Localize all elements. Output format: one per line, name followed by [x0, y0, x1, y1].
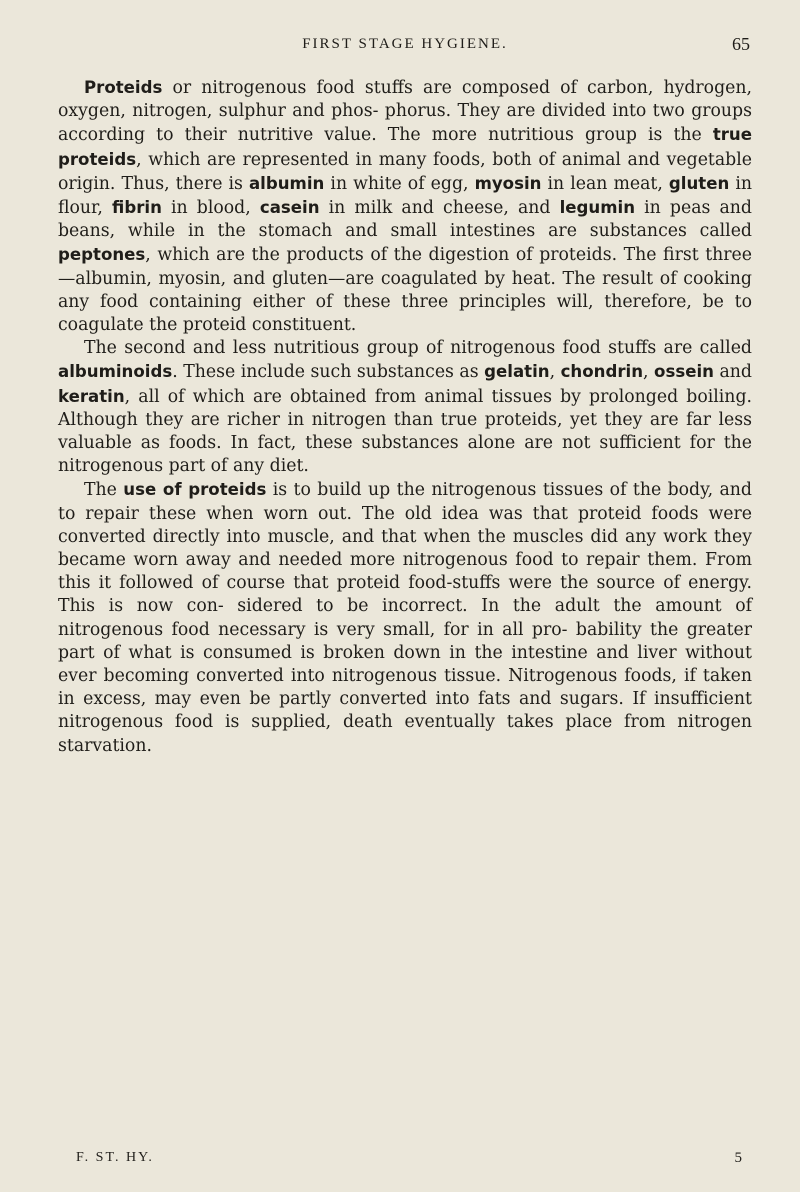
- text-run: in peas and beans, while in the stomach and small intestines are substances called: [58, 198, 752, 242]
- text-run: in flour,: [58, 173, 753, 219]
- bold-term: peptones: [58, 245, 146, 265]
- bold-term: true proteids: [58, 125, 752, 169]
- text-run: The: [84, 480, 124, 501]
- text-run: ,: [643, 362, 655, 383]
- bold-term: legumin: [559, 198, 636, 218]
- bold-term: chondrin: [560, 362, 644, 382]
- bold-term: casein: [259, 198, 320, 218]
- bold-term: gluten: [668, 173, 730, 193]
- bold-term: Proteids: [84, 78, 163, 97]
- signature-number: 5: [734, 1150, 742, 1166]
- text-run: ,: [549, 362, 561, 383]
- text-run: in lean meat,: [541, 173, 669, 194]
- text-run: , which are the products of the digestion of proteids. The first three—albumin, myosin, and gluten—are coagulated by heat. The result of cooking any food containing either of these three principles will, therefore, be to coagulate the proteid constituent.: [58, 245, 752, 336]
- bold-term: gelatin: [484, 362, 550, 382]
- text-run: and: [713, 362, 752, 383]
- text-run: . These include such substances as: [172, 362, 485, 383]
- paragraph-proteids: [58, 76, 752, 337]
- printer-signature: F. ST. HY.: [76, 1150, 154, 1165]
- running-title: FIRST STAGE HYGIENE.: [302, 36, 508, 52]
- body-text: [58, 76, 752, 758]
- text-run: in milk and cheese, and: [319, 198, 560, 219]
- paragraph-albuminoids: [58, 337, 752, 478]
- bold-term: ossein: [654, 362, 714, 382]
- text-run: is to build up the nitrogenous tissues of the body, and to repair these when worn out. The old idea was that proteid foods were converted directly into muscle, and that when the muscles did any work they became worn away and needed more nitrogenous food to repair them. From this it followed of course that proteid food-stuffs were the source of energy. This is now con- sidered to be incorrect. In the adult the amount of nitrogenous food necessary is very small, for in all pro- bability the greater part of what is consumed is broken down in the intestine and liver without ever becoming converted into nitrogenous tissue. Nitrogenous foods, if taken in excess, may even be partly converted into fats and sugars. If insufficient nitrogenous food is supplied, death eventually takes place from nitrogen starvation.: [58, 480, 752, 756]
- text-run: The second and less nutritious group of nitrogenous food stuffs are called: [84, 338, 752, 359]
- bold-term: fibrin: [112, 198, 162, 218]
- page-number: 65: [732, 34, 750, 54]
- bold-term: use of proteids: [123, 480, 267, 500]
- bold-term: albuminoids: [58, 362, 173, 382]
- running-head: [60, 34, 750, 58]
- page-footer: [76, 1150, 742, 1174]
- text-run: or nitrogenous food stuffs are composed of carbon, hydrogen, oxygen, nitrogen, sulphur and phos- phorus. They are divided into two groups according to their nutritive value. The more nutritious group is the: [58, 78, 752, 146]
- text-run: , which are represented in many foods, both of animal and vegetable origin. Thus, there is: [58, 149, 752, 194]
- text-run: in white of egg,: [324, 173, 475, 194]
- bold-term: myosin: [474, 173, 542, 193]
- text-run: , all of which are obtained from animal tissues by prolonged boiling. Although they are richer in nitrogen than true proteids, yet they are far less valuable as foods. In fact, these substances alone are not sufficient for the nitrogenous part of any diet.: [58, 386, 752, 477]
- paragraph-use-of-proteids: [58, 478, 752, 757]
- bold-term: albumin: [248, 173, 325, 193]
- text-run: in blood,: [161, 198, 260, 219]
- bold-term: keratin: [58, 386, 125, 406]
